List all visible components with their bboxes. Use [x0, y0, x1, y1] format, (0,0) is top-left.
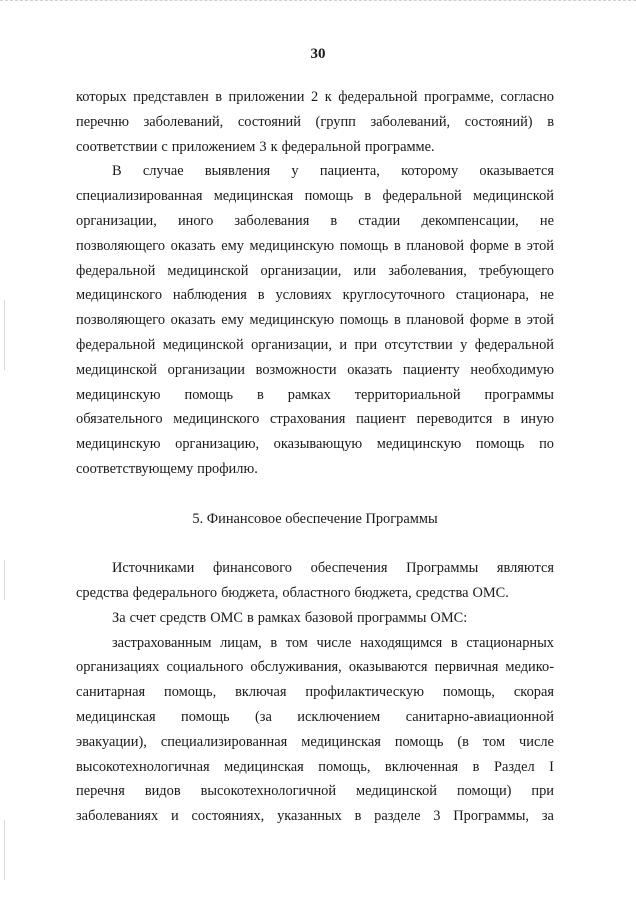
scan-top-edge: [0, 0, 636, 4]
text-line: специализированная медицинская помощь в федеральной медицинской: [76, 188, 554, 205]
paragraph: [76, 556, 554, 606]
text-line: Источниками финансового обеспечения Программы являются: [112, 560, 554, 577]
page-number: 30: [310, 46, 326, 62]
paragraph: [76, 606, 554, 631]
text-line: заболеваниях и состояниях, указанных в разделе 3 Программы, за: [76, 808, 554, 825]
section-heading: 5. Финансовое обеспечение Программы: [192, 510, 438, 527]
text-line: организации, иного заболевания в стадии декомпенсации, не: [76, 212, 554, 229]
spacer: [76, 531, 554, 556]
text-line: федеральной медицинской организации, или заболевания, требующего: [76, 262, 554, 279]
spacer: [76, 482, 554, 507]
text-line: перечню заболеваний, состояний (групп заболеваний, состояний) в: [76, 113, 554, 130]
text-line: позволяющего оказать ему медицинскую помощь в плановой форме в этой: [76, 312, 554, 329]
text-line: В случае выявления у пациента, которому оказывается: [112, 163, 554, 180]
text-line: застрахованным лицам, в том числе находящимся в стационарных: [112, 634, 554, 651]
text-line: санитарная помощь, включая профилактическую помощь, скорая: [76, 684, 554, 701]
text-line: позволяющего оказать ему медицинскую помощь в плановой форме в этой: [76, 237, 554, 254]
text-line: медицинскую организацию, оказывающую медицинскую помощь по: [76, 436, 554, 453]
scan-margin-mark: [4, 300, 5, 370]
scan-margin-mark: [4, 820, 5, 880]
paragraph: [76, 631, 554, 829]
document-body: [76, 85, 554, 829]
text-line: медицинскую помощь в рамках территориальной программы: [76, 386, 554, 403]
text-line: организациях социального обслуживания, оказываются первичная медико-: [76, 659, 554, 676]
text-line: которых представлен в приложении 2 к федеральной программе, согласно: [76, 89, 554, 105]
text-line: медицинского наблюдения в условиях круглосуточного стационара, не: [76, 287, 554, 304]
text-line: средства федерального бюджета, областного бюджета, средства ОМС.: [76, 584, 509, 601]
text-line: медицинской организации возможности оказать пациенту необходимую: [76, 361, 554, 378]
text-line: обязательного медицинского страхования пациент переводится в иную: [76, 411, 554, 428]
text-line: высокотехнологичная медицинская помощь, включенная в Раздел I: [76, 758, 554, 775]
text-line: эвакуации), специализированная медицинская помощь (в том числе: [76, 733, 554, 750]
paragraph: [76, 85, 554, 159]
text-line: федеральной медицинской организации, и при отсутствии у федеральной: [76, 336, 554, 353]
paragraph: [76, 159, 554, 481]
scan-margin-mark: [4, 560, 5, 600]
text-line: соответствии с приложением 3 к федеральной программе.: [76, 138, 435, 155]
text-line: медицинская помощь (за исключением санитарно-авиационной: [76, 708, 554, 725]
text-line: За счет средств ОМС в рамках базовой программы ОМС:: [112, 609, 468, 626]
text-line: перечня видов высокотехнологичной медицинской помощи) при: [76, 783, 554, 800]
text-line: соответствующему профилю.: [76, 460, 258, 477]
